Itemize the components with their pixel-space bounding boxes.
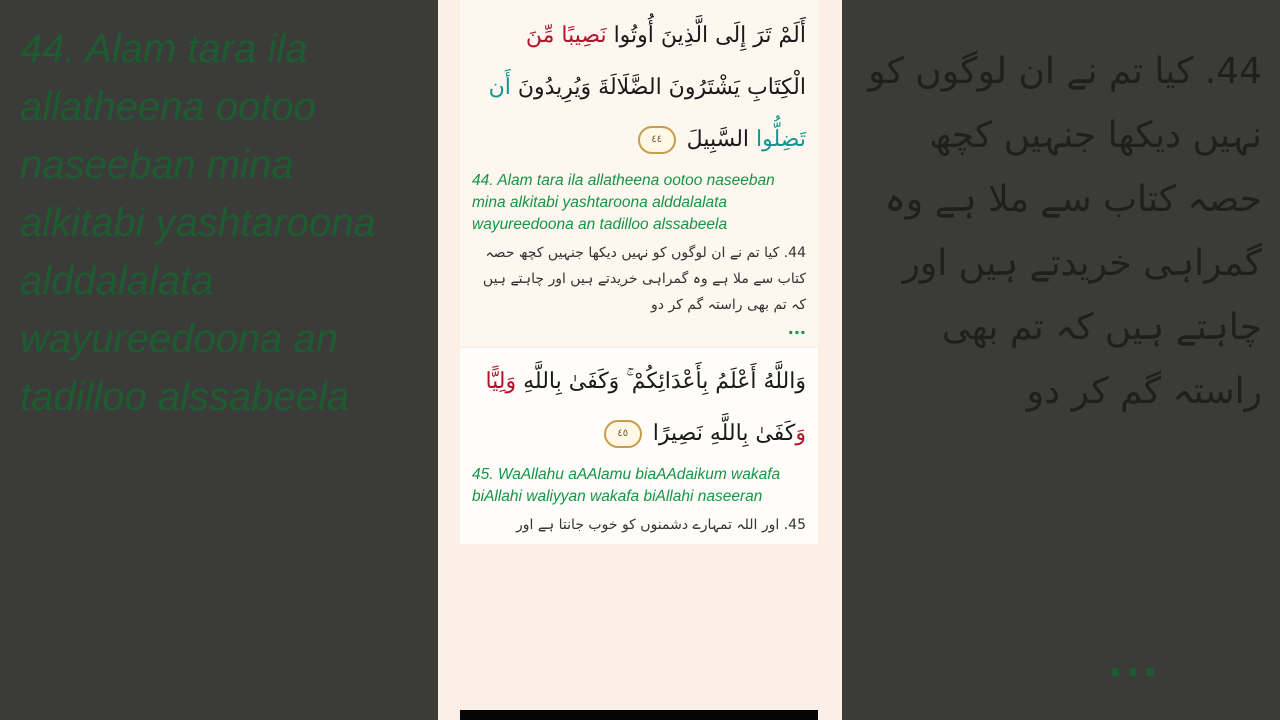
ayah-number-marker: ٤٥: [604, 420, 642, 448]
urdu-translation: 45. اور اللہ تمہارے دشمنوں کو خوب جانتا ہے اور: [515, 517, 806, 533]
arabic-line: الْكِتَابِ يَشْتَرُونَ الضَّلَالَةَ وَيُرِيدُونَ أَن: [488, 75, 806, 100]
background-urdu: 44. کیا تم نے ان لوگوں کو نہیں دیکھا جنہیں کچھ حصہ کتاب سے ملا ہے وہ گمراہی خریدتے ہیں اور چاہتے ہیں کہ تم بھی راستہ گم کر دو: [868, 51, 1262, 412]
verse-card-44: [460, 0, 818, 346]
more-options-button[interactable]: ...: [787, 319, 806, 338]
bottom-bar: [460, 710, 818, 720]
arabic-line: تَضِلُّوا السَّبِيلَ ٤٤: [472, 114, 806, 166]
transliteration-text: 44. Alam tara ila allatheena ootoo naseeban mina alkitabi yashtaroona alddalalata wayureedoona an tadilloo alssabeela: [472, 172, 775, 233]
arabic-line: أَلَمْ تَرَ إِلَى الَّذِينَ أُوتُوا نَصِيبًا مِّنَ: [525, 23, 806, 48]
urdu-translation: 44. کیا تم نے ان لوگوں کو نہیں دیکھا جنہیں کچھ حصہ کتاب سے ملا ہے وہ گمراہی خریدتے ہیں اور چاہتے ہیں کہ تم بھی راستہ گم کر دو: [482, 245, 806, 313]
arabic-line: وَكَفَىٰ بِاللَّهِ نَصِيرًا ٤٥: [472, 408, 806, 460]
transliteration-text: 45. WaAllahu aAAlamu biaAAdaikum wakafa biAllahi waliyyan wakafa biAllahi naseeran: [472, 466, 781, 505]
background-transliteration: 44. Alam tara ila allatheena ootoo naseeban mina alkitabi yashtaroona alddalalata wayureedoona an tadilloo alssabeela: [20, 27, 376, 419]
verse-card-45: [460, 348, 818, 544]
verse-list: [460, 0, 818, 544]
background-more-icon: ...: [1108, 640, 1160, 686]
arabic-line: وَاللَّهُ أَعْلَمُ بِأَعْدَائِكُمْ ۚ وَكَفَىٰ بِاللَّهِ وَلِيًّا: [485, 369, 806, 394]
quran-reader-panel: [438, 0, 842, 720]
ayah-number-marker: ٤٤: [638, 126, 676, 154]
